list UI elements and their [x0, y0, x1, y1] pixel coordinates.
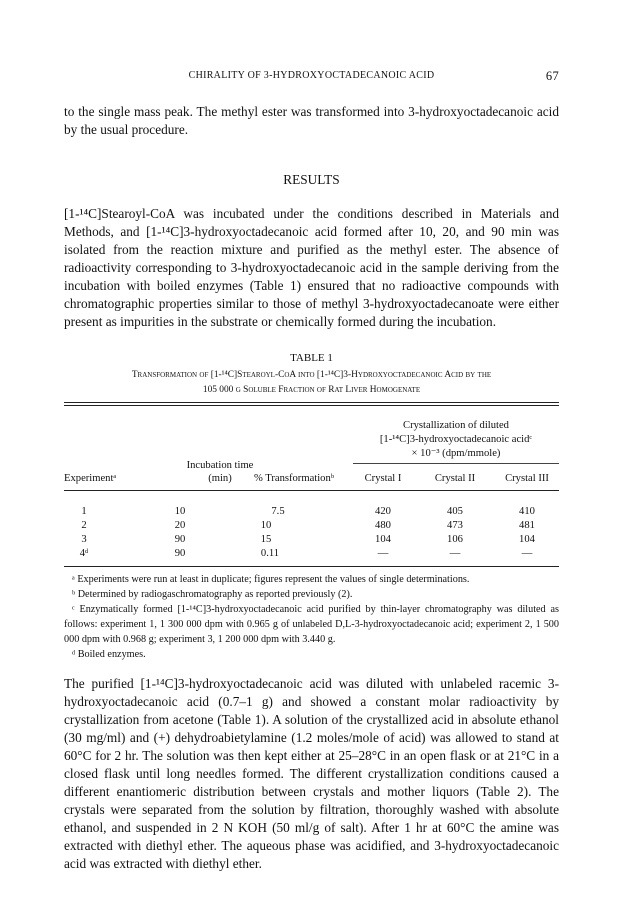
footnote-c: ᶜ Enzymatically formed [1-¹⁴C]3-hydroxyoctadecanoic acid purified by thin-layer chromatography was diluted as follows: experiment 1, 1 300 000 dpm with 0.965 g of unlabeled D,L-3-hydroxyoctadecanoic acid; experiment 2, 1 500 000 dpm with 0.968 g; experiment 3, 1 200 000 dpm with 3.440 g.	[64, 604, 559, 645]
table-caption-line1: Transformation of [1-¹⁴C]Stearoyl-CoA into [1-¹⁴C]3-Hydroxyoctadecanoic Acid by the	[131, 370, 492, 380]
experiment-header: Experimentᵃ	[64, 473, 117, 484]
cell-crystal3: 410	[519, 506, 535, 517]
table-header-rule	[64, 490, 559, 491]
running-head	[64, 70, 559, 86]
footnote-b: ᵇ Determined by radiogaschromatography as reported previously (2).	[72, 589, 353, 600]
cell-crystal3: 481	[519, 520, 535, 531]
final-paragraph: The purified [1-¹⁴C]3-hydroxyoctadecanoic acid was diluted with unlabeled racemic 3-hydroxyoctadecanoic acid (0.7–1 g) and showed a constant molar radioactivity by crystallization from acetone (Table 1). A solution of the crystallized acid in absolute ethanol (30 mg/ml) and (+) dehydroabietylamine (1.2 moles/mole of acid) was allowed to stand at 60°C for 2 hr. The solution was then kept either at 25–28°C in an open flask or at 21°C in a closed flask until long needles formed. The different crystallization conditions caused a different enantiomeric distribution between crystals and mother liquors (Table 2). The crystals were separated from the solution by filtration, thoroughly washed with absolute ethanol, and suspended in 2 N KOH (50 ml/g of salt). After 1 hr at 60°C the amine was extracted with diethyl ether. The aqueous phase was acidified, and 3-hydroxyoctadecanoic acid was extracted with diethyl ether.	[64, 676, 559, 871]
cell-experiment: 2	[81, 520, 87, 531]
table-caption-line2: 105 000 g Soluble Fraction of Rat Liver Homogenate	[202, 385, 421, 395]
cell-experiment: 3	[81, 534, 87, 545]
cell-experiment: 4ᵈ	[79, 548, 89, 559]
footnote-d: ᵈ Boiled enzymes.	[72, 649, 146, 660]
group-header-line2: [1-¹⁴C]3-hydroxyoctadecanoic acidᶜ	[379, 434, 533, 445]
cell-experiment: 1	[81, 506, 87, 517]
results-paragraph: [1-¹⁴C]Stearoyl-CoA was incubated under the conditions described in Materials and Methods, and [1-¹⁴C]3-hydroxyoctadecanoic acid formed after 10, 20, and 90 min was isolated from the reaction mixture and purified as the methyl ester. The absence of radioactivity corresponding to 3-hydroxyoctadecanoic acid in the sample deriving from the incubation with boiled enzymes (Table 1) ensured that no radioactive compounds with chromatographic properties similar to those of methyl 3-hydroxyoctadecanoate were either present as impurities in the substrate or chemically formed during the incubation.	[64, 206, 559, 329]
intro-paragraph: to the single mass peak. The methyl ester was transformed into 3-hydroxyoctadecanoic acid by the usual procedure.	[64, 104, 559, 137]
group-header-line3: × 10⁻³ (dpm/mmole)	[411, 448, 501, 459]
section-heading: RESULTS	[283, 172, 340, 187]
cell-crystal2: 106	[447, 534, 463, 545]
footnote-a: ᵃ Experiments were run at least in duplicate; figures represent the values of single determinations.	[72, 574, 470, 585]
crystal1-header: Crystal I	[364, 473, 402, 484]
group-header-rule	[353, 463, 559, 464]
cell-crystal1: —	[377, 548, 389, 559]
cell-crystal1: 420	[375, 506, 391, 517]
incubation-header-line1: Incubation time	[186, 460, 254, 471]
page-number: 67	[545, 69, 559, 83]
cell-incubation: 10	[174, 506, 186, 517]
cell-crystal2: —	[449, 548, 461, 559]
group-header	[353, 419, 559, 461]
cell-crystal2: 405	[447, 506, 463, 517]
table-top-rule	[64, 402, 559, 406]
incubation-header-line2: (min)	[208, 473, 232, 484]
table-label: TABLE 1	[290, 352, 333, 364]
cell-transformation: 0.11	[260, 548, 280, 559]
cell-transformation: 15	[260, 534, 272, 545]
cell-crystal3: —	[521, 548, 533, 559]
crystal3-header: Crystal III	[505, 473, 549, 484]
cell-incubation: 90	[174, 548, 186, 559]
cell-incubation: 20	[174, 520, 186, 531]
cell-crystal1: 104	[375, 534, 391, 545]
crystal2-header: Crystal II	[434, 473, 476, 484]
table-bottom-rule	[64, 566, 559, 567]
cell-crystal3: 104	[519, 534, 535, 545]
group-header-line1: Crystallization of diluted	[403, 420, 509, 431]
cell-crystal2: 473	[447, 520, 463, 531]
cell-crystal1: 480	[375, 520, 391, 531]
cell-transformation: 10	[260, 520, 272, 531]
running-head-title: CHIRALITY OF 3-HYDROXYOCTADECANOIC ACID	[188, 70, 435, 81]
table-footnotes	[64, 572, 559, 662]
cell-incubation: 90	[174, 534, 186, 545]
cell-transformation: 7.5	[271, 506, 285, 517]
transformation-header: % Transformationᵇ	[253, 473, 335, 484]
